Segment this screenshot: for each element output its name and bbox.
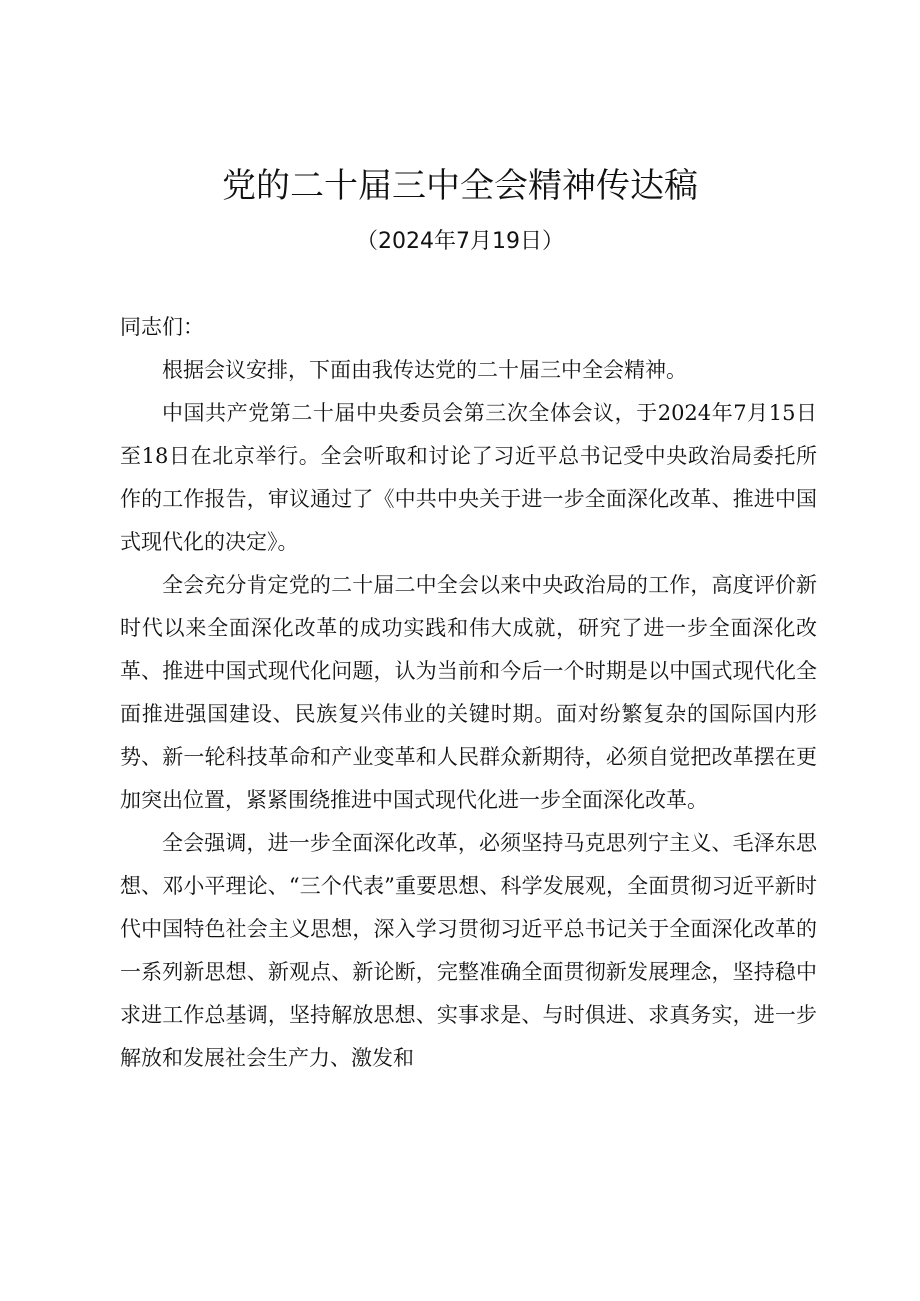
- salutation: 同志们：: [120, 315, 204, 339]
- paragraph-3: 全会充分肯定党的二十届二中全会以来中央政治局的工作，高度评价新时代以来全面深化改革的成功实践和伟大成就，研究了进一步全面深化改革、推进中国式现代化问题，认为当前和今后一个时期是以中国式现代化全面推进强国建设、民族复兴伟业的关键时期。面对纷繁复杂的国际国内形势、新一轮科技革命和产业变革和人民群众新期待，必须自觉把改革摆在更加突出位置，紧紧围绕推进中国式现代化进一步全面深化改革。: [120, 573, 817, 812]
- paragraph-1: 根据会议安排，下面由我传达党的二十届三中全会精神。: [162, 358, 687, 382]
- document-date: （2024年7月19日）: [356, 229, 564, 254]
- document-title: 党的二十届三中全会精神传达稿: [222, 166, 698, 206]
- paragraph-4: 全会强调，进一步全面深化改革，必须坚持马克思列宁主义、毛泽东思想、邓小平理论、“三个代表”重要思想、科学发展观，全面贯彻习近平新时代中国特色社会主义思想，深入学习贯彻习近平总书记关于全面深化改革的一系列新思想、新观点、新论断，完整准确全面贯彻新发展理念，坚持稳中求进工作总基调，坚持解放思想、实事求是、与时俱进、求真务实，进一步解放和发展社会生产力、激发和: [120, 831, 817, 1070]
- document-body: [120, 306, 817, 1080]
- paragraph-2: 中国共产党第二十届中央委员会第三次全体会议，于2024年7月15日至18日在北京举行。全会听取和讨论了习近平总书记受中央政治局委托所作的工作报告，审议通过了《中共中央关于进一步全面深化改革、推进中国式现代化的决定》。: [120, 401, 817, 554]
